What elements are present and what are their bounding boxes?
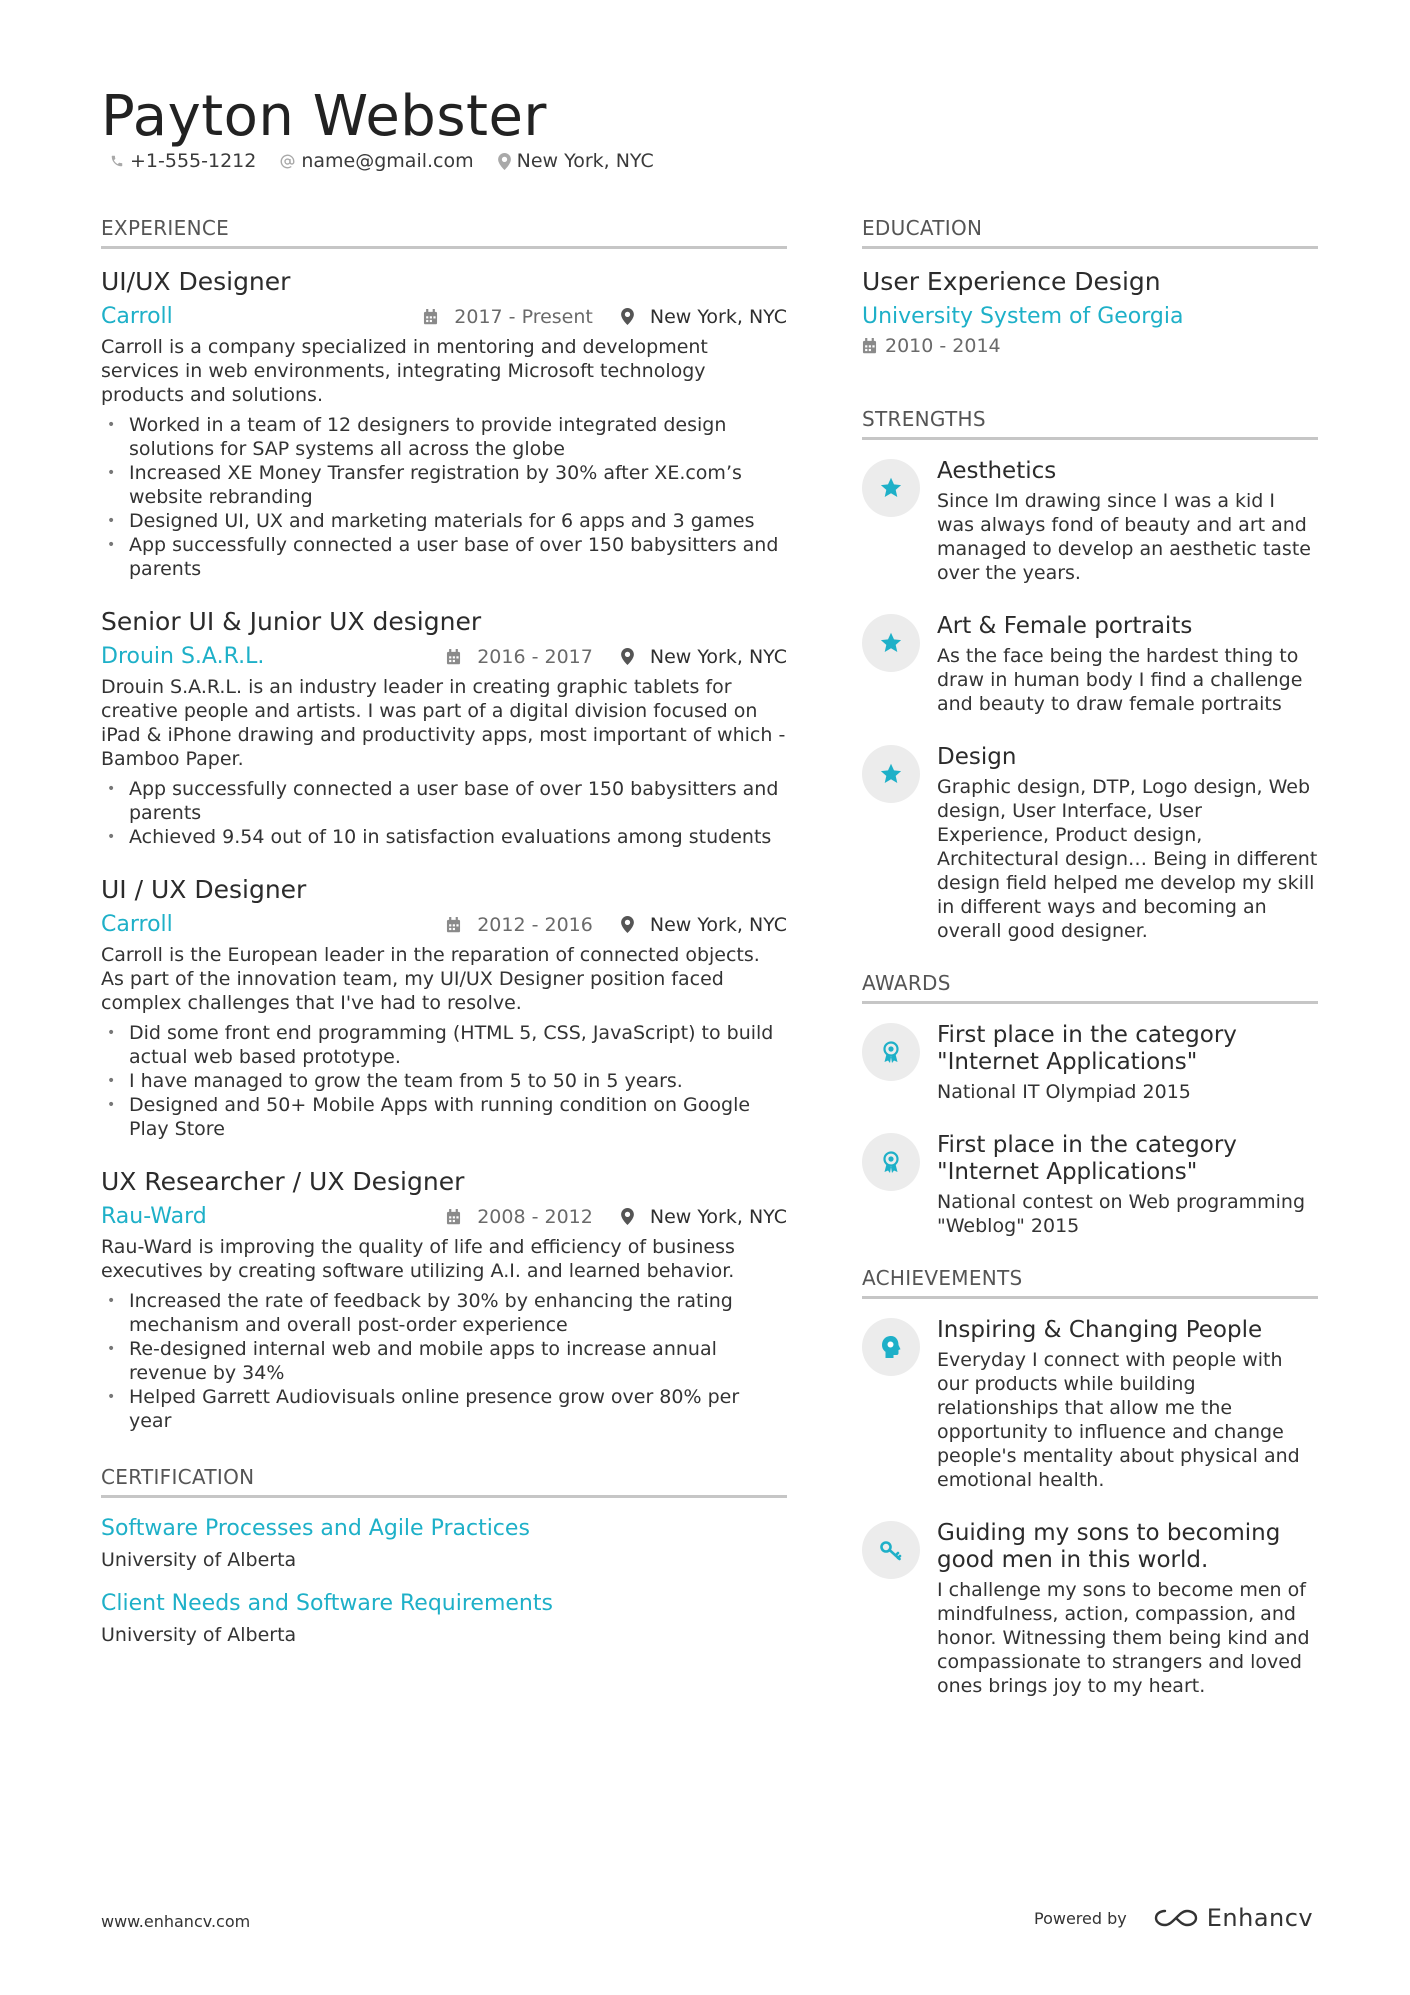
certification-heading: CERTIFICATION	[101, 1465, 787, 1498]
job-meta-right	[446, 914, 787, 936]
certification-org: University of Alberta	[101, 1549, 297, 1571]
calendar-icon	[423, 309, 446, 325]
location-pin-icon	[498, 153, 511, 170]
achievements-list	[862, 1317, 1318, 1698]
job-dates	[446, 914, 593, 936]
certification-entry	[101, 1516, 787, 1571]
achievement-item	[862, 1317, 1318, 1492]
calendar-icon	[862, 338, 877, 354]
strength-item	[862, 458, 1318, 585]
achievements-heading: ACHIEVEMENTS	[862, 1266, 1318, 1299]
head-icon	[880, 1335, 902, 1359]
left-column	[101, 216, 787, 1666]
item-text	[937, 613, 1318, 716]
education-heading: EDUCATION	[862, 216, 1318, 249]
job-bullets	[101, 1021, 787, 1141]
location-pin-icon	[621, 1208, 642, 1225]
job-title: Senior UI & Junior UX designer	[101, 607, 482, 636]
strength-item	[862, 744, 1318, 943]
contact-email	[280, 150, 473, 172]
item-title: First place in the category "Internet Applications"	[937, 1022, 1237, 1075]
job-location-text: New York, NYC	[649, 305, 787, 328]
job-location-text: New York, NYC	[649, 1205, 787, 1228]
contact-row	[110, 150, 678, 172]
job-meta-right	[423, 306, 787, 328]
location-text: New York, NYC	[516, 150, 654, 172]
item-title: Inspiring & Changing People	[937, 1317, 1263, 1343]
job-meta	[101, 912, 787, 937]
job-dates-text: 2008 - 2012	[477, 1205, 593, 1228]
bullet-item: • Designed UI, UX and marketing materials for 6 apps and 3 games	[101, 509, 787, 533]
strength-item	[862, 613, 1318, 716]
job-description: Carroll is a company specialized in mentoring and development services in web environments, integrating Microsoft technology products and solutions.	[101, 336, 708, 406]
item-description: National contest on Web programming "Weblog" 2015	[937, 1191, 1306, 1237]
at-icon	[280, 154, 295, 169]
job-dates-text: 2017 - Present	[454, 305, 593, 328]
brand-logo[interactable]	[1153, 1904, 1313, 1932]
location-pin-icon	[621, 308, 642, 325]
job-location	[621, 306, 787, 328]
item-description: Everyday I connect with people with our products while building relationships that allow me the opportunity to influence and change people's mentality about physical and emotional health.	[937, 1349, 1300, 1491]
job-meta-right	[446, 1206, 787, 1228]
award-item	[862, 1022, 1318, 1104]
job-description: Carroll is the European leader in the reparation of connected objects. As part of the innovation team, my UI/UX Designer position faced complex challenges that I've had to resolve.	[101, 944, 760, 1014]
item-text	[937, 1132, 1318, 1238]
bullet-item: • Increased XE Money Transfer registration by 30% after XE.com’s website rebranding	[101, 461, 787, 509]
experience-entry	[101, 607, 787, 849]
infinity-logo-icon	[1153, 1907, 1199, 1929]
item-description: Since Im drawing since I was a kid I was always fond of beauty and art and managed to develop an aesthetic taste over the years.	[937, 490, 1311, 584]
job-meta-right	[446, 646, 787, 668]
strengths-list	[862, 458, 1318, 943]
icon-badge	[862, 745, 920, 803]
bullet-item: • Worked in a team of 12 designers to provide integrated design solutions for SAP systems all across the globe	[101, 413, 787, 461]
experience-entry	[101, 875, 787, 1141]
bullet-item: • Re-designed internal web and mobile apps to increase annual revenue by 34%	[101, 1337, 787, 1385]
awards-list	[862, 1022, 1318, 1238]
job-location	[621, 914, 787, 936]
education-dates	[862, 335, 1318, 357]
icon-badge	[862, 459, 920, 517]
certification-list	[101, 1516, 787, 1646]
brand-name: Enhancv	[1206, 1904, 1314, 1932]
award-item	[862, 1132, 1318, 1238]
bullet-item: • Achieved 9.54 out of 10 in satisfaction evaluations among students	[101, 825, 787, 849]
right-column	[862, 216, 1318, 1726]
item-text	[937, 744, 1318, 943]
job-title: UI / UX Designer	[101, 875, 307, 904]
job-meta	[101, 304, 787, 329]
job-location	[621, 1206, 787, 1228]
certification-name[interactable]: Software Processes and Agile Practices	[101, 1516, 530, 1541]
item-description: Graphic design, DTP, Logo design, Web design, User Interface, User Experience, Product design, Architectural design… Being in different design field helped me develop my skill in different ways and becoming an overall good designer.	[937, 776, 1318, 942]
experience-entry	[101, 267, 787, 581]
email-text: name@gmail.com	[301, 150, 474, 172]
bullet-item: • App successfully connected a user base of over 150 babysitters and parents	[101, 777, 787, 825]
company-name[interactable]: Carroll	[101, 304, 173, 329]
job-dates-text: 2016 - 2017	[477, 645, 593, 668]
job-dates	[446, 646, 593, 668]
phone-icon	[110, 154, 124, 168]
star-icon	[879, 476, 903, 500]
company-name[interactable]: Rau-Ward	[101, 1204, 207, 1229]
item-title: Art & Female portraits	[937, 613, 1193, 639]
item-text	[937, 1317, 1318, 1492]
location-pin-icon	[621, 916, 642, 933]
icon-badge	[862, 614, 920, 672]
education-school: University System of Georgia	[862, 304, 1184, 329]
certification-entry	[101, 1591, 787, 1646]
icon-badge	[862, 1133, 920, 1191]
powered-by-label: Powered by	[1034, 1908, 1127, 1928]
calendar-icon	[446, 917, 469, 933]
item-description: National IT Olympiad 2015	[937, 1081, 1191, 1103]
footer-website[interactable]: www.enhancv.com	[101, 1912, 251, 1931]
bullet-item: • I have managed to grow the team from 5 to 50 in 5 years.	[101, 1069, 787, 1093]
item-text	[937, 1022, 1318, 1104]
job-bullets	[101, 413, 787, 581]
item-description: As the face being the hardest thing to draw in human body I find a challenge and beauty to draw female portraits	[937, 645, 1303, 715]
job-meta	[101, 644, 787, 669]
calendar-icon	[446, 649, 469, 665]
contact-phone	[110, 150, 256, 172]
icon-badge	[862, 1521, 920, 1579]
job-dates	[423, 306, 593, 328]
job-bullets	[101, 1289, 787, 1433]
certification-org: University of Alberta	[101, 1624, 297, 1646]
item-text	[937, 1520, 1318, 1698]
job-description: Drouin S.A.R.L. is an industry leader in creating graphic tablets for creative people and artists. I was part of a digital division focused on iPad & iPhone drawing and productivity apps, most important of which - Bamboo Paper.	[101, 676, 786, 770]
icon-badge	[862, 1318, 920, 1376]
job-bullets	[101, 777, 787, 849]
job-location	[621, 646, 787, 668]
bullet-item: • Designed and 50+ Mobile Apps with running condition on Google Play Store	[101, 1093, 787, 1141]
experience-heading: EXPERIENCE	[101, 216, 787, 249]
item-description: I challenge my sons to become men of mindfulness, action, compassion, and honor. Witnessing them being kind and compassionate to strangers and loved ones brings joy to my heart.	[937, 1579, 1310, 1697]
job-location-text: New York, NYC	[649, 645, 787, 668]
bullet-item: • App successfully connected a user base of over 150 babysitters and parents	[101, 533, 787, 581]
education-dates-text: 2010 - 2014	[885, 335, 1001, 357]
star-icon	[879, 762, 903, 786]
job-dates-text: 2012 - 2016	[477, 913, 593, 936]
strengths-heading: STRENGTHS	[862, 407, 1318, 440]
location-pin-icon	[621, 648, 642, 665]
footer-branding	[1034, 1904, 1313, 1932]
item-title: First place in the category "Internet Applications"	[937, 1132, 1237, 1185]
company-name[interactable]: Drouin S.A.R.L.	[101, 644, 265, 669]
candidate-name: Payton Webster	[101, 84, 547, 149]
award-icon	[880, 1040, 902, 1064]
item-title: Guiding my sons to becoming good men in this world.	[937, 1520, 1281, 1573]
contact-location	[498, 150, 654, 172]
education-degree: User Experience Design	[862, 267, 1161, 296]
job-location-text: New York, NYC	[649, 913, 787, 936]
job-dates	[446, 1206, 593, 1228]
certification-name[interactable]: Client Needs and Software Requirements	[101, 1591, 553, 1616]
job-description: Rau-Ward is improving the quality of life and efficiency of business executives by creating software utilizing A.I. and learned behavior.	[101, 1236, 735, 1282]
icon-badge	[862, 1023, 920, 1081]
item-title: Aesthetics	[937, 458, 1057, 484]
achievement-item	[862, 1520, 1318, 1698]
star-icon	[879, 631, 903, 655]
experience-entry	[101, 1167, 787, 1433]
key-icon	[879, 1538, 903, 1562]
calendar-icon	[446, 1209, 469, 1225]
bullet-item: • Did some front end programming (HTML 5, CSS, JavaScript) to build actual web based prototype.	[101, 1021, 787, 1069]
company-name[interactable]: Carroll	[101, 912, 173, 937]
item-title: Design	[937, 744, 1017, 770]
item-text	[937, 458, 1318, 585]
awards-heading: AWARDS	[862, 971, 1318, 1004]
phone-text: +1-555-1212	[130, 150, 257, 172]
bullet-item: • Helped Garrett Audiovisuals online presence grow over 80% per year	[101, 1385, 787, 1433]
job-meta	[101, 1204, 787, 1229]
award-icon	[880, 1150, 902, 1174]
experience-list	[101, 267, 787, 1433]
job-title: UI/UX Designer	[101, 267, 291, 296]
bullet-item: • Increased the rate of feedback by 30% by enhancing the rating mechanism and overall post-order experience	[101, 1289, 787, 1337]
job-title: UX Researcher / UX Designer	[101, 1167, 465, 1196]
